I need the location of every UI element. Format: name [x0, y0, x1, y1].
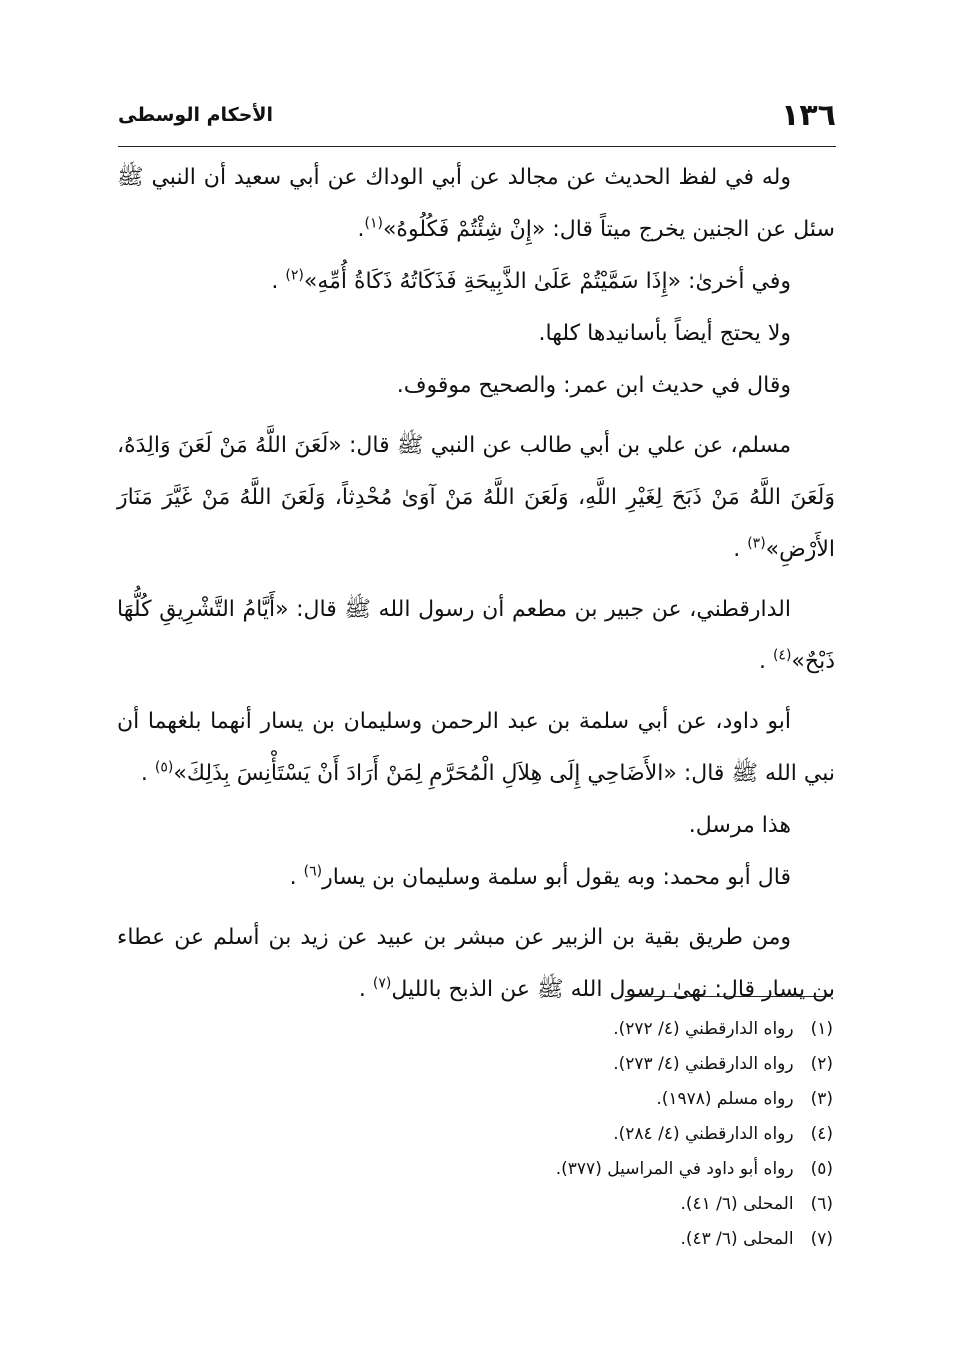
paragraph-end: . [140, 761, 155, 786]
footnote-number: (١) [810, 1019, 833, 1039]
footnote-text: رواه الدارقطني (٤/ ٢٧٢). [613, 1019, 794, 1039]
paragraph-text: وفي أخرىٰ: «إِذَا سَمَّيْتُمْ عَلَىٰ الذَّبِيحَةِ فَذَكَاتُهُ ذَكَاةُ أُمِّهِ» [303, 269, 791, 294]
paragraph-text: أبو داود، عن أبي سلمة بن عبد الرحمن وسليمان بن يسار أنهما بلغهما أن نبي الله ﷺ قال: «الأَضَاحِي إِلَى هِلاَلِ الْمُحَرَّمِ لِمَنْ أَرَادَ أَنْ يَسْتَأْنِسَ بِذَلِكَ» [117, 709, 835, 786]
footnote-rule [625, 996, 831, 997]
footnote-item [273, 1117, 833, 1152]
footnote-ref-2: (٢) [285, 267, 304, 284]
footnote-number: (٦) [810, 1194, 833, 1214]
paragraph-text: ومن طريق بقية بن الزبير عن مبشر بن عبيد عن زيد بن أسلم عن عطاء بن يسار قال: نهىٰ رسول الله ﷺ عن الذبح بالليل [117, 925, 835, 1002]
paragraph-text: مسلم، عن علي بن أبي طالب عن النبي ﷺ قال: «لَعَنَ اللَّهُ مَنْ لَعَنَ وَالِدَهُ، وَلَعَنَ اللَّهُ مَنْ ذَبَحَ لِغَيْرِ اللَّهِ، وَلَعَنَ اللَّهُ مَنْ آوَىٰ مُحْدِثاً، وَلَعَنَ اللَّهُ مَنْ غَيَّرَ مَنَارَ الأَرْضِ» [117, 433, 835, 562]
paragraph-end: . [289, 865, 304, 890]
footnote-item [273, 1222, 833, 1257]
footnote-item [273, 1047, 833, 1082]
footnote-text: رواه الدارقطني (٤/ ٢٧٣). [613, 1054, 794, 1074]
paragraph-3 [117, 308, 835, 360]
paragraph-text: الدارقطني، عن جبير بن مطعم أن رسول الله ﷺ قال: «أَيَّامُ التَّشْرِيقِ كُلُّهَا ذَبْحٌ» [117, 597, 835, 674]
footnote-ref-4: (٤) [772, 647, 792, 664]
paragraph-end: . [358, 977, 373, 1002]
running-header [118, 96, 836, 142]
paragraph-text: قال أبو محمد: وبه يقول أبو سلمة وسليمان بن يسار [322, 865, 791, 890]
paragraph-6 [117, 584, 835, 688]
footnote-ref-1: (١) [364, 215, 383, 232]
paragraph-text: وقال في حديث ابن عمر: والصحيح موقوف. [396, 373, 791, 398]
paragraph-text: هذا مرسل. [688, 813, 791, 838]
footnote-ref-7: (٧) [372, 975, 392, 992]
paragraph-4 [117, 360, 835, 412]
footnote-text: رواه أبو داود في المراسيل (٣٧٧). [555, 1159, 794, 1179]
paragraph-text: ولا يحتج أيضاً بأسانيدها كلها. [538, 321, 791, 346]
paragraph-5 [117, 420, 835, 576]
footnote-ref-6: (٦) [303, 863, 323, 880]
paragraph-end: . [357, 217, 365, 242]
paragraph-7 [117, 696, 835, 800]
book-title: الأحكام الوسطى [118, 104, 274, 126]
footnotes [273, 1012, 833, 1257]
footnote-number: (٤) [810, 1124, 833, 1144]
footnote-text: رواه الدارقطني (٤/ ٢٨٤). [613, 1124, 794, 1144]
paragraph-2 [117, 256, 835, 308]
footnote-ref-3: (٣) [747, 535, 766, 552]
footnote-text: رواه مسلم (١٩٧٨). [656, 1089, 794, 1109]
footnote-item [273, 1187, 833, 1222]
footnote-item [273, 1152, 833, 1187]
footnote-ref-5: (٥) [154, 759, 174, 776]
footnote-number: (٣) [810, 1089, 833, 1109]
paragraph-1 [117, 152, 835, 256]
header-rule [118, 146, 836, 147]
paragraph-end: . [271, 269, 286, 294]
main-text [117, 152, 835, 1016]
footnote-text: المحلى (٦/ ٤١). [680, 1194, 794, 1214]
footnote-number: (٧) [810, 1229, 833, 1249]
paragraph-end: . [733, 537, 748, 562]
paragraph-9 [117, 852, 835, 904]
paragraph-10 [117, 912, 835, 1016]
footnote-item [273, 1082, 833, 1117]
footnote-text: المحلى (٦/ ٤٣). [680, 1229, 794, 1249]
paragraph-end: . [758, 649, 773, 674]
page-number: ١٣٦ [781, 98, 836, 133]
footnote-number: (٥) [810, 1159, 833, 1179]
footnote-number: (٢) [810, 1054, 833, 1074]
footnote-item [273, 1012, 833, 1047]
paragraph-8 [117, 800, 835, 852]
paragraph-text: وله في لفظ الحديث عن مجالد عن أبي الوداك عن أبي سعيد أن النبي ﷺ سئل عن الجنين يخرج ميتاً قال: «إِنْ شِئْتُمْ فَكُلُوهُ» [117, 165, 835, 242]
